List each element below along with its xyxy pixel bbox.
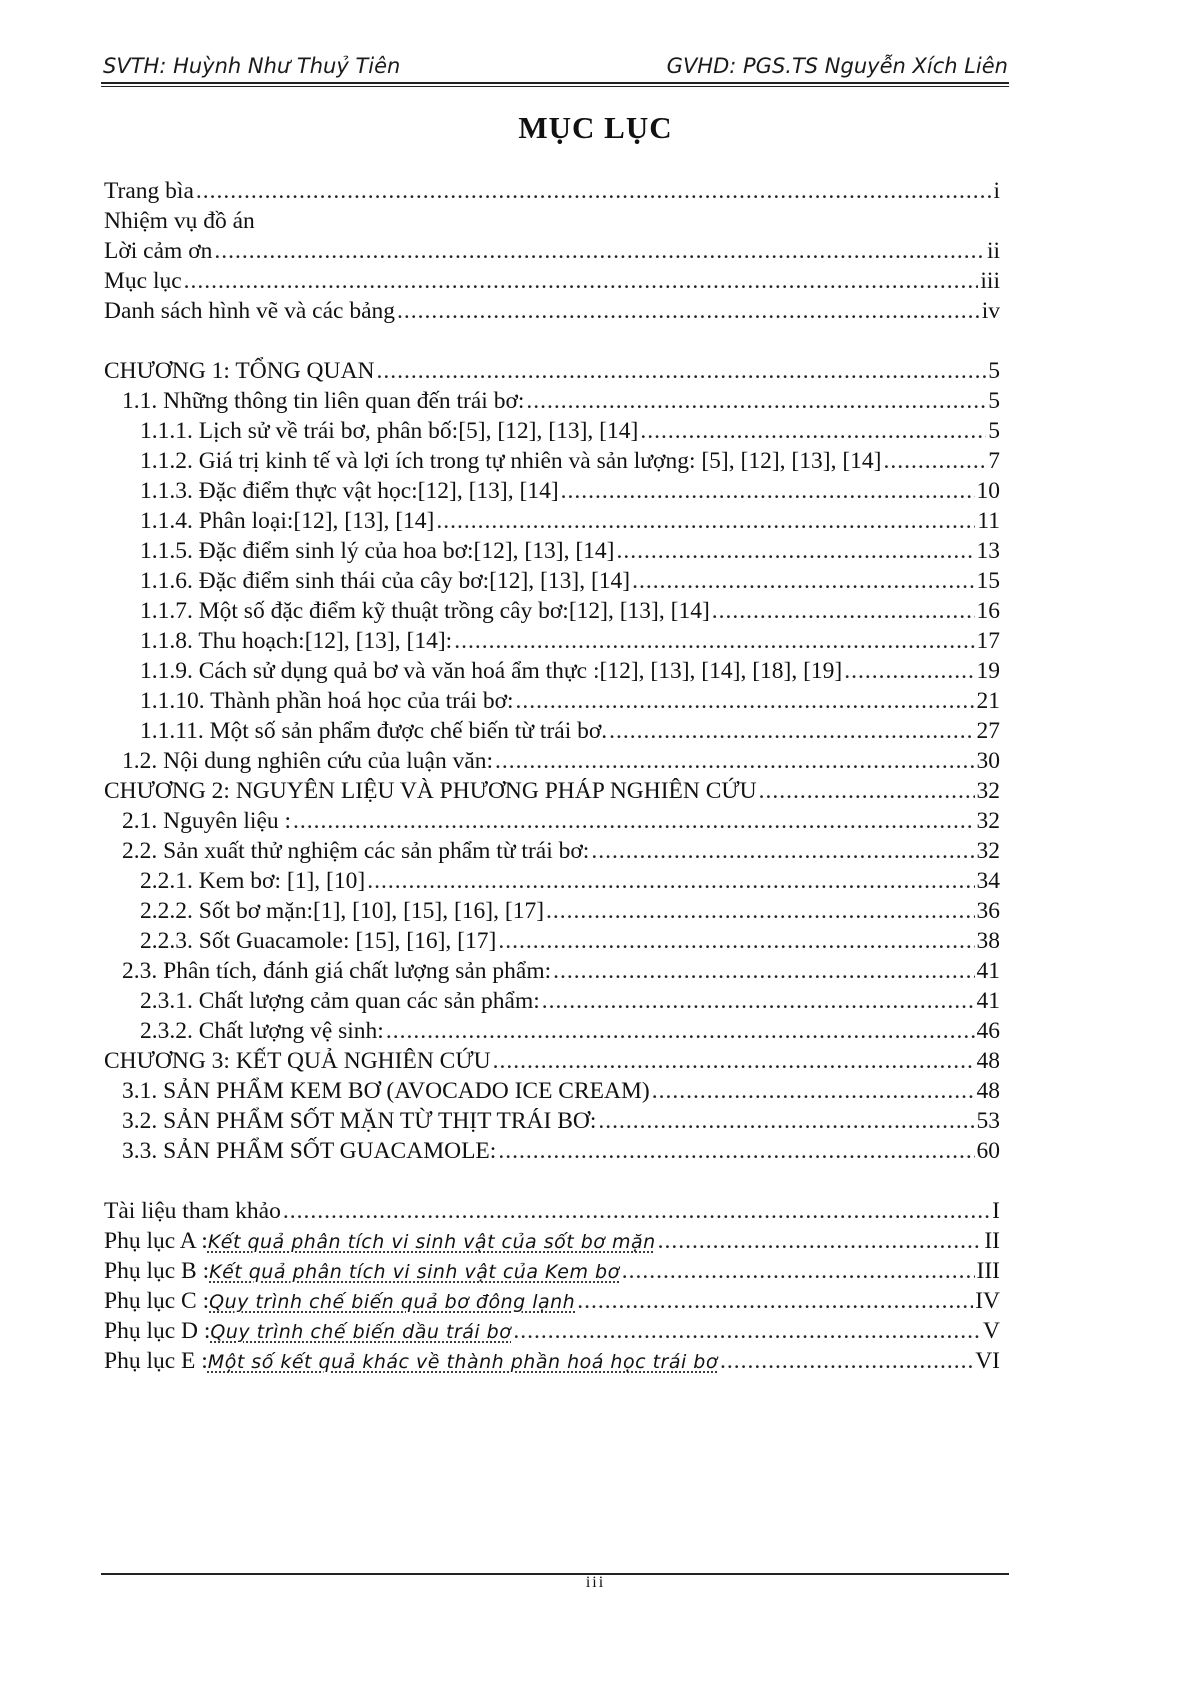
toc-entry-page: 34 [976, 868, 1000, 894]
dot-leader [386, 1016, 975, 1046]
toc-entry-label: 2.2.3. Sốt Guacamole: [15], [16], [17] [140, 928, 497, 954]
toc-entry-page: iv [981, 298, 1000, 324]
dot-leader [658, 1226, 983, 1256]
toc-entry-page: 53 [976, 1108, 1000, 1134]
toc-subsection[interactable] [104, 686, 1000, 716]
toc-entry-page: 36 [976, 898, 1000, 924]
dot-leader [712, 596, 975, 626]
toc-entry-page: 41 [976, 988, 1000, 1014]
toc-chapter[interactable] [104, 776, 1000, 806]
toc-subsection[interactable] [104, 866, 1000, 896]
dot-leader [561, 476, 975, 506]
toc-entry-page: 16 [976, 598, 1000, 624]
toc-entry-label: 1.1.8. Thu hoạch:[12], [13], [14]: [140, 628, 453, 654]
toc-section[interactable] [104, 1106, 1000, 1136]
toc-entry-label: 2.3.1. Chất lượng cảm quan các sản phẩm: [140, 988, 540, 1014]
toc-entry-label: 1.2. Nội dung nghiên cứu của luận văn: [122, 748, 494, 774]
toc-entry-page: 48 [976, 1048, 1000, 1074]
toc-entry-label: 2.3. Phân tích, đánh giá chất lượng sản phẩm: [122, 958, 552, 984]
header-rule [101, 82, 1009, 84]
toc-entry-label: 1.1.5. Đặc điểm sinh lý của hoa bơ:[12], [13], [14] [140, 538, 615, 564]
section-spacer [104, 1166, 1000, 1196]
toc-entry[interactable] [104, 1196, 1000, 1226]
page-header [103, 48, 1008, 84]
dot-leader [640, 416, 986, 446]
toc-section[interactable] [104, 836, 1000, 866]
toc-entry-label: 1.1.9. Cách sử dụng quả bơ và văn hoá ẩm thực :[12], [13], [14], [18], [19] [140, 658, 843, 684]
handwritten-title: Quy trình chế biến quả bơ đông lạnh [209, 1291, 576, 1313]
dot-leader [397, 296, 980, 326]
dot-leader [546, 896, 974, 926]
dot-leader [720, 1346, 973, 1376]
dot-leader [196, 176, 992, 206]
dot-leader [616, 536, 974, 566]
toc-entry-page: 17 [976, 628, 1000, 654]
dot-leader [214, 236, 985, 266]
toc-entry-label: Tài liệu tham khảo [104, 1198, 281, 1224]
toc-subsection[interactable] [104, 476, 1000, 506]
toc-appendix[interactable] [104, 1226, 1000, 1256]
dot-leader [542, 986, 975, 1016]
toc-entry-label: Phụ lục D : [104, 1318, 211, 1344]
toc-entry-page: 15 [976, 568, 1000, 594]
toc-entry-label: 2.1. Nguyên liệu : [122, 808, 292, 834]
toc-subsection[interactable] [104, 1016, 1000, 1046]
toc-entry-label: 1.1.10. Thành phần hoá học của trái bơ: [140, 688, 514, 714]
toc-entry-page: i [993, 178, 1000, 204]
toc-entry-label: 1.1.11. Một số sản phẩm được chế biến từ trái bơ. [140, 718, 608, 744]
toc-entry-page: iii [980, 268, 1000, 294]
table-of-contents [104, 176, 1000, 1376]
dot-leader [367, 866, 974, 896]
toc-entry-page: 32 [976, 838, 1000, 864]
toc-subsection[interactable] [104, 596, 1000, 626]
toc-entry-page: 30 [976, 748, 1000, 774]
toc-chapter[interactable] [104, 1046, 1000, 1076]
dot-leader [495, 746, 974, 776]
toc-entry-page: IV [975, 1288, 1000, 1314]
toc-section[interactable] [104, 386, 1000, 416]
toc-entry-label: Phụ lục B : [104, 1258, 210, 1284]
dot-leader [498, 1136, 974, 1166]
toc-section[interactable] [104, 1136, 1000, 1166]
toc-entry-label: 1.1.6. Đặc điểm sinh thái của cây bơ:[12], [13], [14] [140, 568, 631, 594]
toc-subsection[interactable] [104, 506, 1000, 536]
toc-appendix[interactable] [104, 1286, 1000, 1316]
toc-entry-page: 27 [976, 718, 1000, 744]
toc-entry-label: 2.2. Sản xuất thử nghiệm các sản phẩm từ trái bơ: [122, 838, 590, 864]
toc-entry-label: 2.3.2. Chất lượng vệ sinh: [140, 1018, 384, 1044]
toc-subsection[interactable] [104, 416, 1000, 446]
toc-subsection[interactable] [104, 446, 1000, 476]
toc-entry-label: Lời cảm ơn [104, 238, 213, 264]
dot-leader [883, 446, 986, 476]
toc-appendix[interactable] [104, 1256, 1000, 1286]
dot-leader [184, 266, 979, 296]
toc-entry-page: 7 [988, 448, 1000, 474]
toc-entry-page: III [976, 1258, 1000, 1284]
toc-section[interactable] [104, 806, 1000, 836]
toc-entry-page: VI [975, 1348, 1000, 1374]
toc-entry-page: 60 [976, 1138, 1000, 1164]
toc-entry-label: Danh sách hình vẽ và các bảng [104, 298, 396, 324]
dot-leader [632, 566, 974, 596]
dot-leader [513, 1316, 981, 1346]
toc-subsection[interactable] [104, 626, 1000, 656]
toc-entry-page: V [983, 1318, 1000, 1344]
dot-leader [293, 806, 974, 836]
advisor-name: GVHD: PGS.TS Nguyễn Xích Liên [666, 54, 1008, 78]
header-rule-thin [101, 86, 1009, 87]
handwritten-title: Kết quả phân tích vi sinh vật của Kem bơ [209, 1261, 620, 1283]
toc-entry-label: 1.1.7. Một số đặc điểm kỹ thuật trồng cây bơ:[12], [13], [14] [140, 598, 710, 624]
handwritten-title: Kết quả phân tích vi sinh vật của sốt bơ mặn [207, 1231, 656, 1253]
dot-leader [283, 1196, 990, 1226]
dot-leader [498, 926, 974, 956]
dot-leader [436, 506, 975, 536]
toc-entry[interactable] [104, 206, 1000, 236]
toc-entry-page: 32 [976, 808, 1000, 834]
toc-entry-label: Trang bìa [104, 178, 194, 204]
toc-appendix[interactable] [104, 1346, 1000, 1376]
toc-entry-label: 1.1.2. Giá trị kinh tế và lợi ích trong tự nhiên và sản lượng: [5], [12], [13], [14] [140, 448, 882, 474]
toc-entry[interactable] [104, 236, 1000, 266]
toc-subsection[interactable] [104, 896, 1000, 926]
toc-entry-label: 2.2.2. Sốt bơ mặn:[1], [10], [15], [16], [17] [140, 898, 545, 924]
toc-entry-label: 1.1.1. Lịch sử về trái bơ, phân bố:[5], [12], [13], [14] [140, 418, 639, 444]
section-spacer [104, 326, 1000, 356]
toc-subsection[interactable] [104, 716, 1000, 746]
page-title: MỤC LỤC [518, 110, 673, 145]
dot-leader [516, 686, 975, 716]
dot-leader [652, 1076, 975, 1106]
toc-entry-label: 2.2.1. Kem bơ: [1], [10] [140, 868, 366, 894]
toc-entry-page: 32 [976, 778, 1000, 804]
toc-entry-label: Nhiệm vụ đồ án [104, 208, 255, 234]
toc-entry-page: 11 [977, 508, 1000, 534]
toc-entry-page: II [984, 1228, 1000, 1254]
toc-entry-page: 10 [976, 478, 1000, 504]
dot-leader [526, 386, 986, 416]
toc-subsection[interactable] [104, 986, 1000, 1016]
dot-leader [609, 716, 974, 746]
toc-entry-page: 5 [988, 388, 1000, 414]
toc-entry-label: 3.3. SẢN PHẨM SỐT GUACAMOLE: [122, 1138, 497, 1164]
page-number: iii [585, 1574, 606, 1591]
toc-entry-page: 13 [976, 538, 1000, 564]
toc-entry-label: 1.1.4. Phân loại:[12], [13], [14] [140, 508, 435, 534]
handwritten-title: Một số kết quả khác về thành phần hoá học trái bơ [207, 1351, 718, 1373]
dot-leader [598, 1106, 974, 1136]
toc-section[interactable] [104, 746, 1000, 776]
toc-section[interactable] [104, 956, 1000, 986]
toc-entry-label: CHƯƠNG 3: KẾT QUẢ NGHIÊN CỨU [104, 1048, 491, 1074]
toc-entry[interactable] [104, 296, 1000, 326]
toc-subsection[interactable] [104, 566, 1000, 596]
toc-entry-page: 41 [976, 958, 1000, 984]
toc-subsection[interactable] [104, 926, 1000, 956]
toc-entry-page: 5 [988, 418, 1000, 444]
dot-leader [622, 1256, 975, 1286]
toc-subsection[interactable] [104, 656, 1000, 686]
toc-section[interactable] [104, 1076, 1000, 1106]
dot-leader [577, 1286, 973, 1316]
student-name: SVTH: Huỳnh Như Thuỷ Tiên [103, 54, 401, 78]
toc-entry-label: 1.1.3. Đặc điểm thực vật học:[12], [13], [14] [140, 478, 559, 504]
toc-entry-page: ii [986, 238, 1000, 264]
toc-entry-label: CHƯƠNG 2: NGUYÊN LIỆU VÀ PHƯƠNG PHÁP NGHIÊN CỨU [104, 778, 757, 804]
toc-chapter[interactable] [104, 356, 1000, 386]
dot-leader [454, 626, 974, 656]
toc-entry-label: 3.1. SẢN PHẨM KEM BƠ (AVOCADO ICE CREAM) [122, 1078, 650, 1104]
toc-entry-page: I [992, 1198, 1000, 1224]
toc-appendix[interactable] [104, 1316, 1000, 1346]
dot-leader [759, 776, 975, 806]
toc-entry[interactable] [104, 176, 1000, 206]
toc-entry-page: 46 [976, 1018, 1000, 1044]
toc-entry[interactable] [104, 266, 1000, 296]
dot-leader [493, 1046, 975, 1076]
toc-entry-page: 5 [988, 358, 1000, 384]
toc-entry-label: CHƯƠNG 1: TỔNG QUAN [104, 358, 375, 384]
toc-entry-label: Phụ lục E : [104, 1348, 208, 1374]
toc-entry-label: 1.1. Những thông tin liên quan đến trái bơ: [122, 388, 525, 414]
toc-subsection[interactable] [104, 536, 1000, 566]
toc-entry-page: 38 [976, 928, 1000, 954]
toc-entry-page: 21 [976, 688, 1000, 714]
handwritten-title: Quy trình chế biến dầu trái bơ [210, 1321, 512, 1343]
dot-leader [591, 836, 974, 866]
dot-leader [376, 356, 986, 386]
toc-entry-label: Phụ lục A : [104, 1228, 208, 1254]
dot-leader [553, 956, 974, 986]
toc-entry-label: 3.2. SẢN PHẨM SỐT MẶN TỪ THỊT TRÁI BƠ: [122, 1108, 597, 1134]
toc-entry-label: Phụ lục C : [104, 1288, 210, 1314]
toc-entry-label: Mục lục [104, 268, 182, 294]
toc-entry-page: 48 [976, 1078, 1000, 1104]
toc-entry-page: 19 [976, 658, 1000, 684]
dot-leader [844, 656, 974, 686]
